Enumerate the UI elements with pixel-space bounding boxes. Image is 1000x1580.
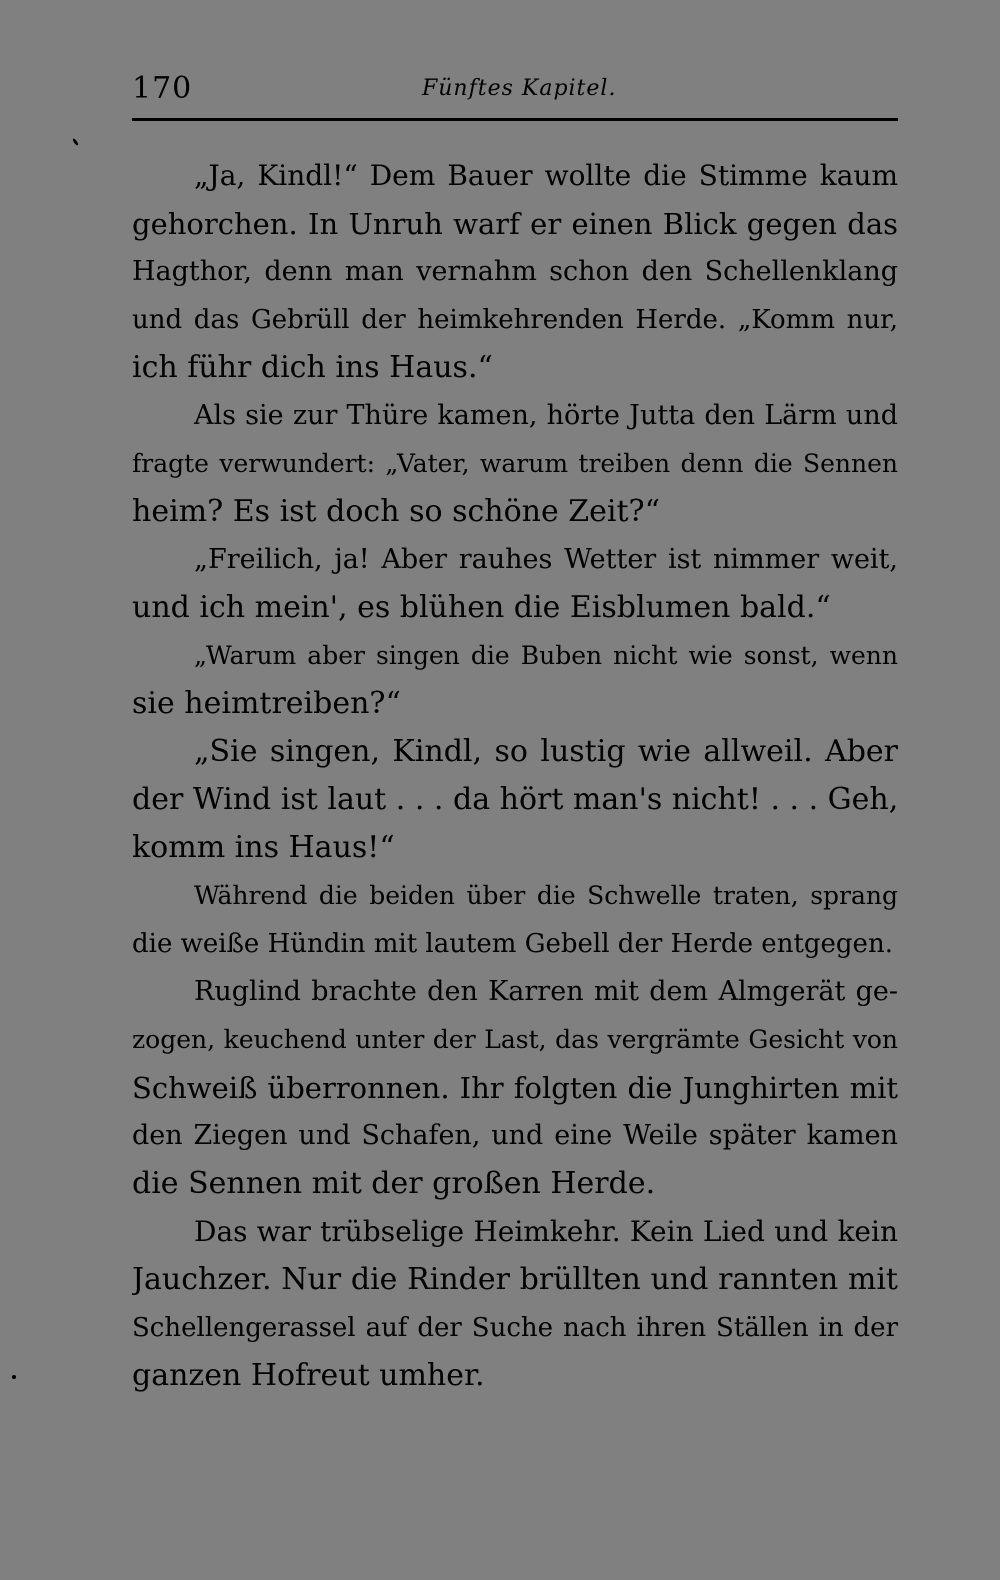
- text-line: Schellengerassel auf der Suche nach ihren Ställen in der: [132, 1313, 898, 1343]
- ink-speck: [12, 1375, 16, 1379]
- text-line: der Wind ist laut . . . da hört man's nicht! . . . Geh,: [132, 782, 898, 817]
- text-line: ganzen Hofreut umher.: [132, 1358, 485, 1393]
- text-line: Jauchzer. Nur die Rinder brüllten und rannten mit: [132, 1262, 898, 1297]
- body-text: [132, 152, 898, 1400]
- running-head: [132, 70, 898, 110]
- page-number: 170: [132, 71, 193, 106]
- text-line: zogen, keuchend unter der Last, das vergrämte Gesicht von: [132, 1025, 898, 1054]
- text-line: heim? Es ist doch so schöne Zeit?“: [132, 494, 660, 529]
- ink-speck: [72, 138, 79, 146]
- text-line: „Warum aber singen die Buben nicht wie sonst, wenn: [194, 641, 898, 670]
- header-rule: [132, 118, 898, 121]
- text-line: „Freilich, ja! Aber rauhes Wetter ist nimmer weit,: [194, 544, 898, 575]
- text-line: „Ja, Kindl!“ Dem Bauer wollte die Stimme kaum: [194, 159, 898, 192]
- text-line: Schweiß überronnen. Ihr folgten die Junghirten mit: [132, 1071, 898, 1105]
- text-line: sie heimtreiben?“: [132, 686, 401, 721]
- text-line: fragte verwundert: „Vater, warum treiben denn die Sennen: [132, 449, 898, 478]
- text-line: den Ziegen und Schafen, und eine Weile später kamen: [132, 1120, 898, 1151]
- text-line: ich führ dich ins Haus.“: [132, 350, 493, 385]
- text-line: Das war trübselige Heimkehr. Kein Lied und kein: [194, 1215, 898, 1248]
- text-line: die Sennen mit der großen Herde.: [132, 1166, 656, 1201]
- text-line: Hagthor, denn man vernahm schon den Schellenklang: [132, 256, 898, 287]
- chapter-title: Fünftes Kapitel.: [422, 76, 617, 101]
- text-line: „Sie singen, Kindl, so lustig wie allweil. Aber: [194, 734, 898, 769]
- text-line: gehorchen. In Unruh warf er einen Blick gegen das: [132, 207, 898, 241]
- text-line: die weiße Hündin mit lautem Gebell der Herde entgegen.: [132, 929, 893, 959]
- text-line: und ich mein', es blühen die Eisblumen bald.“: [132, 590, 831, 625]
- text-line: Während die beiden über die Schwelle traten, sprang: [194, 881, 898, 910]
- text-line: Ruglind brachte den Karren mit dem Almgerät ge-: [194, 976, 898, 1007]
- text-line: Als sie zur Thüre kamen, hörte Jutta den Lärm und: [194, 400, 898, 431]
- text-line: komm ins Haus!“: [132, 830, 395, 865]
- text-line: und das Gebrüll der heimkehrenden Herde. „Komm nur,: [132, 305, 898, 335]
